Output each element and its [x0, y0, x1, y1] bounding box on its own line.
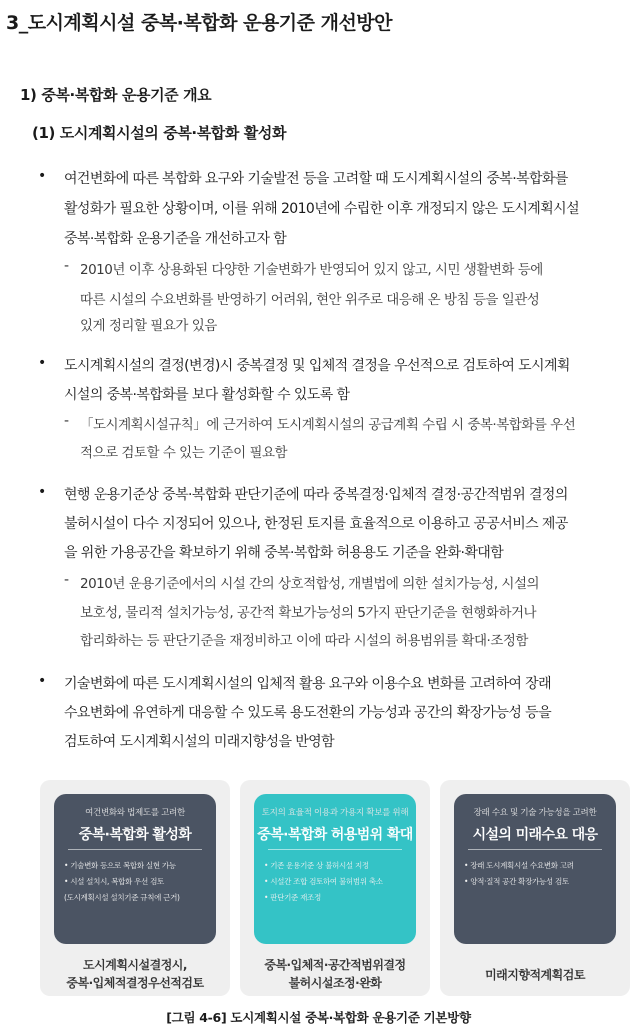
- dash-icon: -: [64, 572, 70, 588]
- card-item: • 기술변화 등으로 복합화 실현 가능: [64, 861, 176, 870]
- card-divider: [268, 849, 402, 850]
- card-item: (도시계획시설 설치기준 규칙에 근거): [64, 893, 180, 902]
- figure-card: [254, 794, 416, 944]
- figure-card: [454, 794, 616, 944]
- subsection-title: (1) 도시계획시설의 중복·복합화 활성화: [32, 124, 287, 142]
- bullet-line: 수요변화에 유연하게 대응할 수 있도록 용도전환의 가능성과 공간의 확장가능성 등을: [64, 705, 551, 721]
- panel-footer: 불허시설조정·완화: [288, 976, 382, 990]
- bullet-line: 도시계획시설의 결정(변경)시 중복결정 및 입체적 결정을 우선적으로 검토하여 도시계획: [64, 358, 570, 374]
- dash-icon: -: [64, 413, 70, 429]
- bullet-line: 불허시설이 다수 지정되어 있으나, 한정된 토지를 효율적으로 이용하고 공공서비스 제공: [64, 516, 568, 532]
- bullet-dot-icon: •: [38, 484, 47, 500]
- sub-bullet-line: 있게 정리할 필요가 있음: [80, 318, 217, 334]
- panel-footer: 중복·입체적결정우선적검토: [66, 976, 204, 990]
- figure-diagram: [40, 780, 627, 1000]
- card-divider: [468, 849, 602, 850]
- card-item: • 양적·질적 공간 확장가능성 검토: [464, 877, 569, 886]
- figure-panel: [40, 780, 230, 996]
- card-subtitle: 장래 수요 및 기술 가능성을 고려한: [473, 808, 597, 818]
- bullet-line: 여건변화에 따른 복합화 요구와 기술발전 등을 고려할 때 도시계획시설의 중복·복합화를: [64, 171, 568, 187]
- dash-icon: -: [64, 258, 70, 274]
- sub-bullet-line: 적으로 검토할 수 있는 기준이 필요함: [80, 445, 288, 461]
- card-title: 중복·복합화 허용범위 확대: [257, 827, 413, 843]
- card-title: 중복·복합화 활성화: [78, 827, 192, 843]
- card-item: • 시설 설치시, 복합화 우선 검토: [64, 877, 164, 886]
- panel-footer: 도시계획시설결정시,: [83, 958, 187, 972]
- sub-bullet-line: 따른 시설의 수요변화를 반영하기 어려워, 현안 위주로 대응해 온 방침 등을 일관성: [80, 292, 540, 308]
- bullet-line: 을 위한 가용공간을 확보하기 위해 중복·복합화 허용용도 기준을 완화·확대함: [64, 545, 504, 561]
- bullet-dot-icon: •: [38, 355, 47, 371]
- figure-panel: [240, 780, 430, 996]
- sub-bullet-line: 「도시계획시설규칙」에 근거하여 도시계획시설의 공급계획 수립 시 중복·복합화를 우선: [80, 417, 576, 433]
- figure-panel: [440, 780, 630, 996]
- panel-footer: 중복·입체적·공간적범위결정: [264, 958, 406, 972]
- bullet-line: 시설의 중복·복합화를 보다 활성화할 수 있도록 함: [64, 387, 350, 403]
- card-subtitle: 토지의 효율적 이용과 가용지 확보를 위해: [261, 808, 409, 818]
- card-item: • 장래 도시계획시설 수요변화 고려: [464, 861, 574, 870]
- card-subtitle: 여건변화와 법제도를 고려한: [85, 808, 185, 818]
- sub-bullet-line: 2010년 이후 상용화된 다양한 기술변화가 반영되어 있지 않고, 시민 생활변화 등에: [80, 262, 543, 278]
- card-divider: [68, 849, 202, 850]
- panel-footer: 미래지향적계획검토: [485, 968, 585, 982]
- section-title: 1) 중복·복합화 운용기준 개요: [20, 86, 212, 104]
- sub-bullet-line: 합리화하는 등 판단기준을 재정비하고 이에 따라 시설의 허용범위를 확대·조정함: [80, 633, 528, 649]
- card-item: • 기존 운용기준 상 불허시설 지정: [264, 861, 369, 870]
- sub-bullet-line: 2010년 운용기준에서의 시설 간의 상호적합성, 개별법에 의한 설치가능성, 시설의: [80, 576, 540, 592]
- bullet-line: 기술변화에 따른 도시계획시설의 입체적 활용 요구와 이용수요 변화를 고려하여 장래: [64, 676, 551, 692]
- bullet-dot-icon: •: [38, 673, 47, 689]
- bullet-line: 검토하여 도시계획시설의 미래지향성을 반영함: [64, 734, 335, 750]
- bullet-line: 중복·복합화 운용기준을 개선하고자 함: [64, 231, 287, 247]
- page-title: 3_도시계획시설 중복·복합화 운용기준 개선방안: [6, 12, 393, 34]
- card-item: • 시설간 조합 검토하여 불허범위 축소: [264, 877, 383, 886]
- figure-caption: [그림 4-6] 도시계획시설 중복·복합화 운용기준 기본방향: [166, 1010, 471, 1025]
- figure-card: [54, 794, 216, 944]
- card-title: 시설의 미래수요 대응: [472, 827, 598, 843]
- bullet-line: 활성화가 필요한 상황이며, 이를 위해 2010년에 수립한 이후 개정되지 않은 도시계획시설: [64, 201, 579, 217]
- bullet-dot-icon: •: [38, 168, 47, 184]
- sub-bullet-line: 보호성, 물리적 설치가능성, 공간적 확보가능성의 5가지 판단기준을 현행화하거나: [80, 605, 537, 621]
- bullet-line: 현행 운용기준상 중복·복합화 판단기준에 따라 중복결정·입체적 결정·공간적범위 결정의: [64, 487, 568, 503]
- card-item: • 판단기준 재조정: [264, 893, 321, 902]
